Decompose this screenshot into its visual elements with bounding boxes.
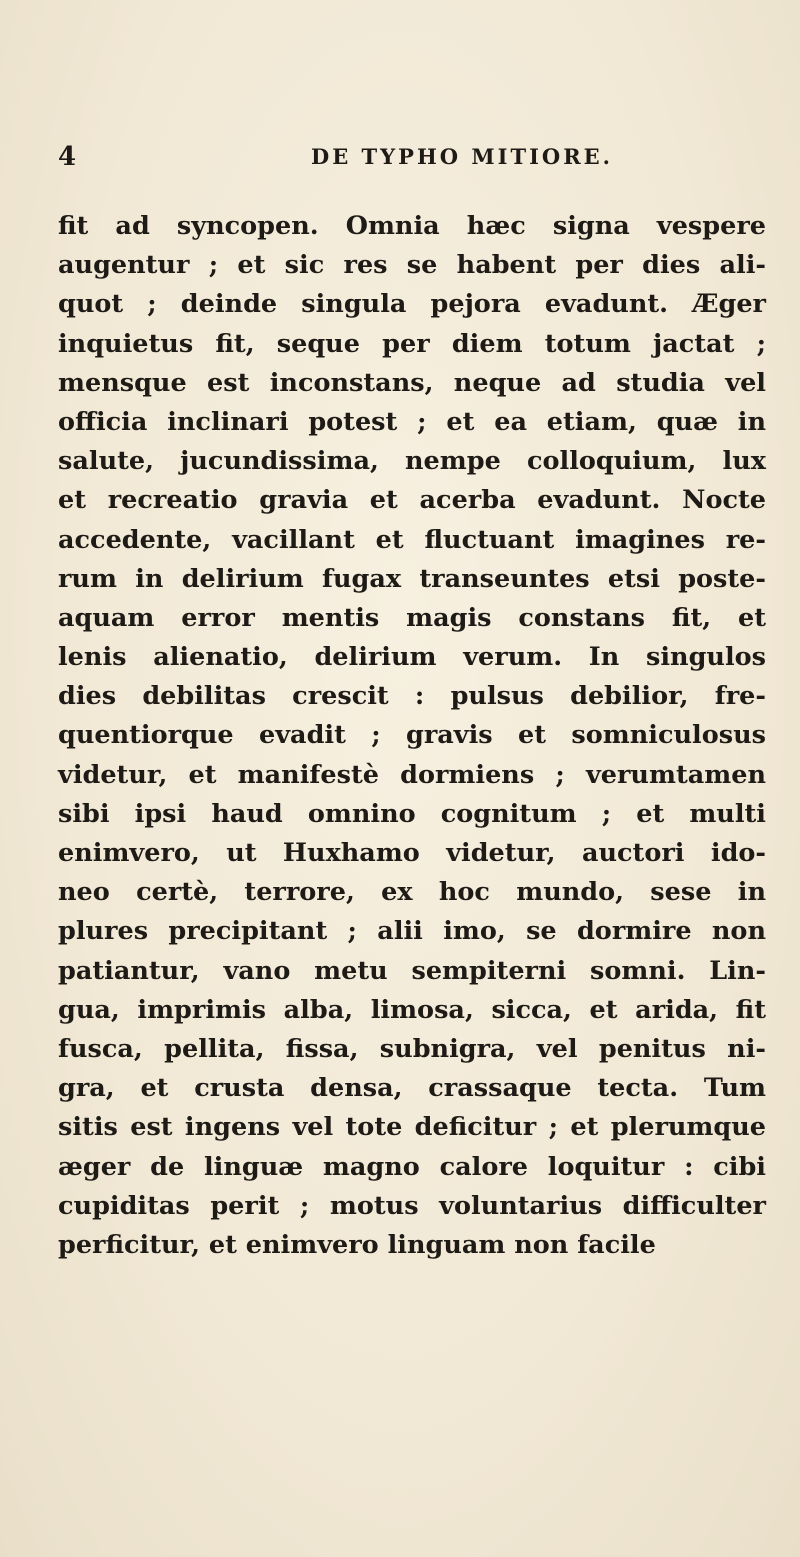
text-line: videtur, et manifestè dormiens ; verumtamen [58, 759, 766, 790]
text-line: quot ; deinde singula pejora evadunt. Æger [58, 289, 766, 320]
text-line: dies debilitas crescit : pulsus debilior, fre- [58, 681, 766, 712]
text-line: sibi ipsi haud omnino cognitum ; et multi [58, 798, 766, 829]
text-line: gua, imprimis alba, limosa, sicca, et arida, fit [58, 994, 766, 1025]
text-line: gra, et crusta densa, crassaque tecta. Tum [58, 1073, 766, 1104]
text-line: accedente, vacillant et fluctuant imagines re- [58, 524, 766, 555]
text-line: patiantur, vano metu sempiterni somni. Lin- [58, 955, 766, 986]
text-line: salute, jucundissima, nempe colloquium, lux [58, 446, 766, 477]
text-line: lenis alienatio, delirium verum. In singulos [58, 642, 766, 673]
text-line: fusca, pellita, fissa, subnigra, vel penitus ni- [58, 1033, 766, 1064]
text-line: fit ad syncopen. Omnia hæc signa vespere [58, 211, 766, 241]
text-line: neo certè, terrore, ex hoc mundo, sese in [58, 877, 766, 908]
page-number: 4 [58, 142, 78, 172]
text-line: perficitur, et enimvero linguam non facile [58, 1229, 656, 1260]
text-line: augentur ; et sic res se habent per dies ali- [58, 250, 766, 281]
text-line: enimvero, ut Huxhamo videtur, auctori ido- [58, 838, 766, 868]
text-line: æger de linguæ magno calore loquitur : cibi [58, 1151, 766, 1182]
text-line: plures precipitant ; alii imo, se dormire non [58, 916, 766, 947]
text-line: officia inclinari potest ; et ea etiam, quæ in [58, 406, 766, 437]
text-line: cupiditas perit ; motus voluntarius difficulter [58, 1190, 766, 1221]
text-line: et recreatio gravia et acerba evadunt. Nocte [58, 485, 766, 516]
text-line: mensque est inconstans, neque ad studia vel [58, 367, 766, 398]
running-title: DE TYPHO MITIORE. [311, 144, 613, 169]
text-line: quentiorque evadit ; gravis et somniculosus [58, 720, 766, 751]
text-line: inquietus fit, seque per diem totum jactat ; [58, 328, 766, 359]
text-line: rum in delirium fugax transeuntes etsi poste- [58, 563, 766, 594]
text-line: aquam error mentis magis constans fit, et [58, 602, 766, 633]
text-line: sitis est ingens vel tote deficitur ; et plerumque [58, 1112, 766, 1143]
running-head [58, 142, 738, 178]
body-text [58, 207, 766, 1265]
